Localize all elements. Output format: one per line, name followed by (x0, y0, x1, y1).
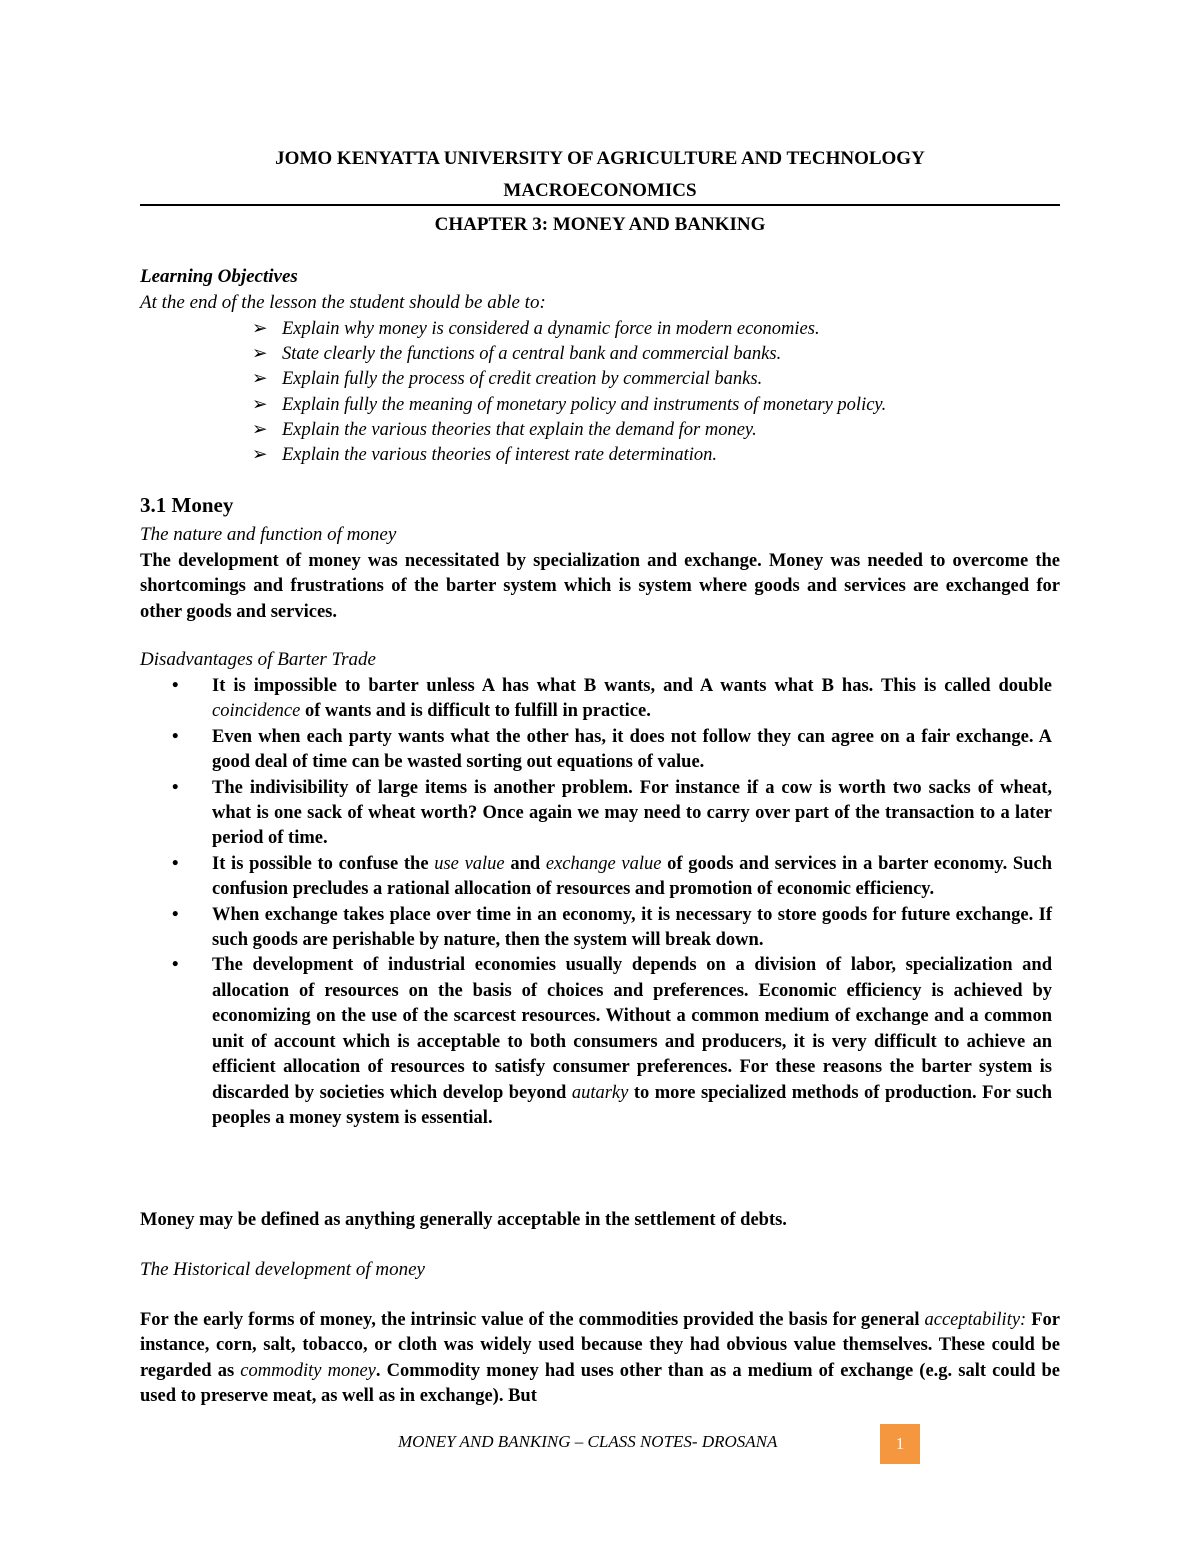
list-item: • It is possible to confuse the use value and exchange value of goods and services in a barter economy. Such confusion precludes a rational allocation of resources and promotion of economic efficiency. (172, 853, 1052, 900)
money-definition: Money may be defined as anything generally acceptable in the settlement of debts. (140, 1210, 787, 1230)
nature-heading: The nature and function of money (140, 524, 397, 545)
objectives-heading: Learning Objectives (140, 266, 298, 287)
bullet-icon: • (172, 904, 179, 925)
arrow-bullet-icon: ➢ (252, 319, 268, 339)
subject-title: MACROECONOMICS (503, 180, 697, 201)
arrow-bullet-icon: ➢ (252, 344, 268, 365)
list-item: • Even when each party wants what the other has, it does not follow they can agree on a fair exchange. A good deal of time can be wasted sorting out equations of value. (172, 726, 1052, 773)
university-title: JOMO KENYATTA UNIVERSITY OF AGRICULTURE AND TECHNOLOGY (275, 148, 925, 169)
list-item: • The development of industrial economies usually depends on a division of labor, specialization and allocation of resources on the basis of choices and preferences. Economic efficiency is achieved by economizing on the use of the scarcest resources. Without a common medium of exchange and a common unit of account which is acceptable to both consumers and producers, it is very difficult to achieve an efficient allocation of resources to satisfy consumer preferences. For these reasons the barter system is discarded by societies which develop beyond autarky to more specialized methods of production. For such peoples a money system is essential. (172, 955, 1053, 1128)
arrow-bullet-icon: ➢ (252, 419, 268, 440)
objective-text: Explain fully the meaning of monetary policy and instruments of monetary policy. (282, 394, 887, 415)
header-divider (140, 204, 1060, 206)
bullet-icon: • (172, 726, 179, 747)
objective-item (252, 393, 886, 418)
objective-item (252, 317, 886, 342)
list-item: • It is impossible to barter unless A has what B wants, and A wants what B has. This is called double coincidence of wants and is difficult to fulfill in practice. (172, 676, 1052, 722)
objective-text: State clearly the functions of a central bank and commercial banks. (282, 344, 782, 365)
objective-text: Explain the various theories that explain the demand for money. (282, 419, 757, 440)
objective-text: Explain the various theories of interest rate determination. (282, 444, 718, 465)
objective-item (252, 443, 886, 468)
bullet-icon: • (172, 853, 179, 874)
bullet-icon: • (172, 955, 179, 976)
list-item: • The indivisibility of large items is another problem. For instance if a cow is worth two sacks of wheat, what is one sack of wheat worth? Once again we may need to carry over part of the transaction to a later period of time. (172, 777, 1052, 849)
section-title: 3.1 Money (140, 493, 234, 517)
objective-item (252, 342, 886, 367)
objective-item (252, 367, 886, 392)
arrow-bullet-icon: ➢ (252, 444, 268, 465)
bullet-icon: • (172, 777, 179, 798)
barter-heading: Disadvantages of Barter Trade (140, 649, 376, 670)
bullet-icon: • (172, 676, 179, 696)
objective-text: Explain why money is considered a dynamic force in modern economies. (282, 319, 820, 339)
objectives-intro: At the end of the lesson the student should be able to: (140, 292, 546, 313)
history-heading: The Historical development of money (140, 1259, 425, 1280)
arrow-bullet-icon: ➢ (252, 369, 268, 390)
objective-item (252, 418, 886, 443)
objective-text: Explain fully the process of credit creation by commercial banks. (282, 369, 763, 390)
page-number: 1 (880, 1424, 920, 1464)
barter-disadvantages-list (172, 674, 1052, 1131)
objectives-list (252, 317, 886, 468)
chapter-title: CHAPTER 3: MONEY AND BANKING (434, 214, 766, 235)
history-paragraph: For the early forms of money, the intrinsic value of the commodities provided the basis for general acceptability: For instance, corn, salt, tobacco, or cloth was widely used because they had obvious value themselves. These could be regarded as commodity money. Commodity money had uses other than as a medium of exchange (e.g. salt could be used to preserve meat, as well as in exchange). But (140, 1310, 1060, 1407)
arrow-bullet-icon: ➢ (252, 394, 268, 415)
nature-paragraph: The development of money was necessitated by specialization and exchange. Money was needed to overcome the shortcomings and frustrations of the barter system which is system where goods and services are exchanged for other goods and services. (140, 551, 1060, 622)
list-item: • When exchange takes place over time in an economy, it is necessary to store goods for future exchange. If such goods are perishable by nature, then the system will break down. (172, 904, 1052, 951)
footer-text: MONEY AND BANKING – CLASS NOTES- DROSANA (398, 1432, 778, 1451)
